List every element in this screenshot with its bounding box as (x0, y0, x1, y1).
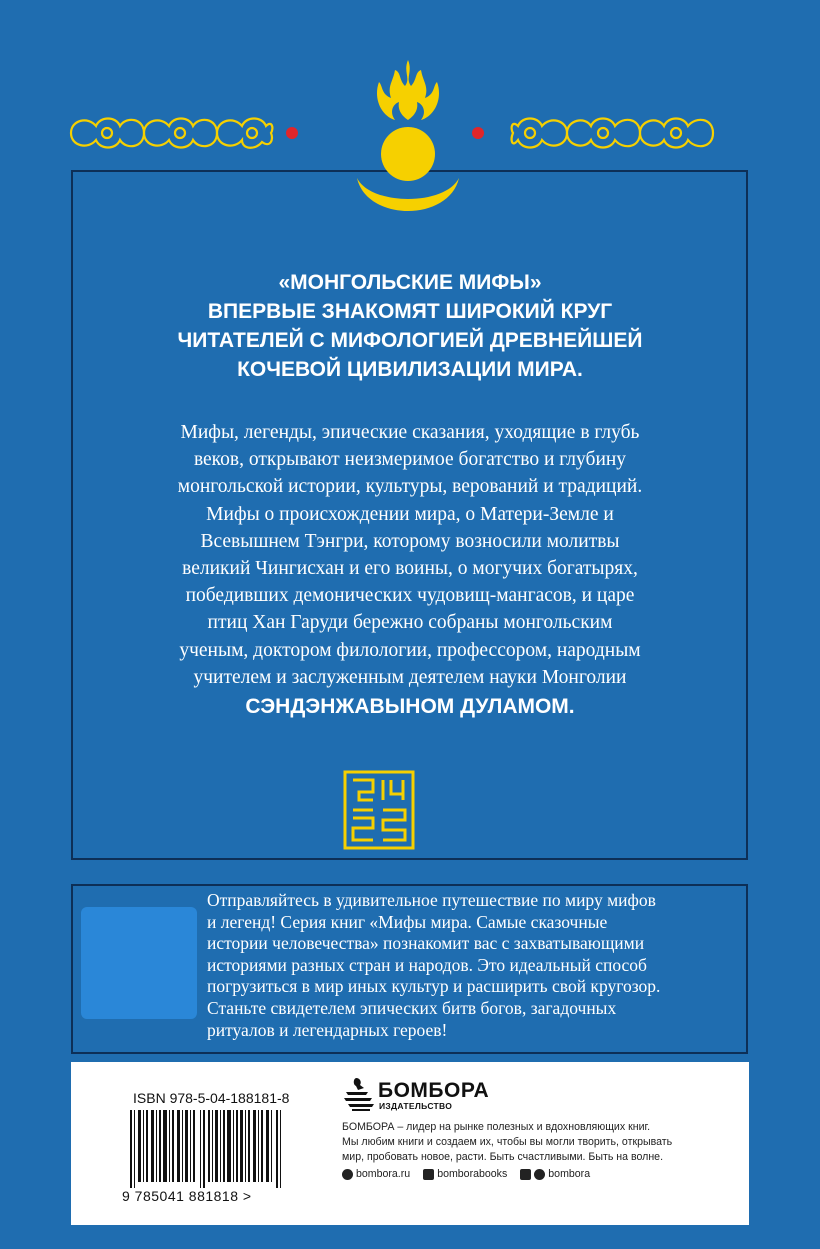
social-label: bomborabooks (437, 1168, 508, 1180)
cloud-ornament-right (508, 108, 718, 158)
headline-line: «МОНГОЛЬСКИЕ МИФЫ» (278, 271, 542, 294)
description-line: Мифы о происхождении мира, о Матери-Земле и (206, 503, 614, 525)
social-link-messenger[interactable] (520, 1168, 590, 1180)
headline-line: ЧИТАТЕЛЕЙ С МИФОЛОГИЕЙ ДРЕВНЕЙШЕЙ (177, 329, 643, 352)
series-line: Станьте свидетелем эпических битв богов, загадочных (207, 997, 617, 1018)
headline-line: ВПЕРВЫЕ ЗНАКОМЯТ ШИРОКИЙ КРУГ (207, 300, 613, 323)
series-line: и легенд! Серия книг «Мифы мира. Самые сказочные (207, 911, 608, 932)
headline-line: КОЧЕВОЙ ЦИВИЛИЗАЦИИ МИРА. (237, 358, 583, 381)
description (108, 419, 712, 720)
series-line: погрузиться в мир иных культур и расширить свой кругозор. (207, 976, 661, 997)
seal-icon (343, 770, 415, 850)
publisher-line: Мы любим книги и создаем их, чтобы вы могли творить, открывать (342, 1136, 673, 1149)
bombora-logo-icon (342, 1076, 376, 1112)
description-line: учителем и заслуженным деятелем науки Монголии (193, 666, 627, 688)
social-label: bombora.ru (356, 1168, 411, 1180)
description-line: великий Чингисхан и его воины, о могучих богатырях, (182, 558, 638, 580)
barcode (130, 1110, 282, 1188)
author-name: СЭНДЭНЖАВЫНОМ ДУЛАМОМ. (245, 695, 575, 719)
description-line: монгольской истории, культуры, верований и традиций. (177, 476, 643, 498)
series-line: ритуалов и легендарных героев! (207, 1019, 448, 1040)
messenger-icon (520, 1169, 531, 1180)
headline (78, 268, 742, 384)
red-dot-left (286, 127, 298, 139)
description-line: Мифы, легенды, эпические сказания, уходящие в глубь (180, 422, 640, 443)
social-link-vk[interactable] (423, 1168, 507, 1180)
social-label: bombora (548, 1168, 591, 1180)
telegram-icon (534, 1169, 545, 1180)
series-line: истории человечества» познакомит вас с захватывающими (207, 933, 645, 954)
description-line: победивших демонических чудовищ-мангасов, и царе (185, 585, 635, 607)
series-image-placeholder (81, 907, 197, 1019)
soyombo-icon (343, 58, 473, 228)
publisher-line: мир, пробовать новое, расти. Быть счастливыми. Быть на волне. (342, 1151, 664, 1164)
publisher-subtitle: ИЗДАТЕЛЬСТВО (379, 1101, 453, 1111)
series-text (207, 890, 737, 1041)
barcode-digits: 9 785041 881818 > (122, 1188, 252, 1204)
publisher-line: БОМБОРА – лидер на рынке полезных и вдохновляющих книг. (342, 1121, 651, 1133)
red-dot-right (472, 127, 484, 139)
series-line: историями разных стран и народов. Это идеальный способ (207, 954, 647, 975)
vk-icon (423, 1169, 434, 1180)
publisher-description (342, 1120, 737, 1166)
social-link-website[interactable] (342, 1168, 410, 1180)
isbn-label: ISBN 978-5-04-188181-8 (133, 1090, 290, 1106)
description-line: птиц Хан Гаруди бережно собраны монгольским (207, 612, 613, 634)
description-line: Всевышнем Тэнгри, которому возносили молитвы (200, 530, 620, 552)
description-line: ученым, доктором филологии, профессором, народным (179, 639, 641, 661)
social-links (342, 1168, 590, 1180)
description-line: веков, открывают неизмеримое богатство и глубину (193, 449, 627, 471)
series-line: Отправляйтесь в удивительное путешествие по миру мифов (207, 890, 656, 910)
globe-icon (342, 1169, 353, 1180)
cloud-ornament-left (66, 108, 276, 158)
publisher-name: БОМБОРА (378, 1079, 490, 1102)
